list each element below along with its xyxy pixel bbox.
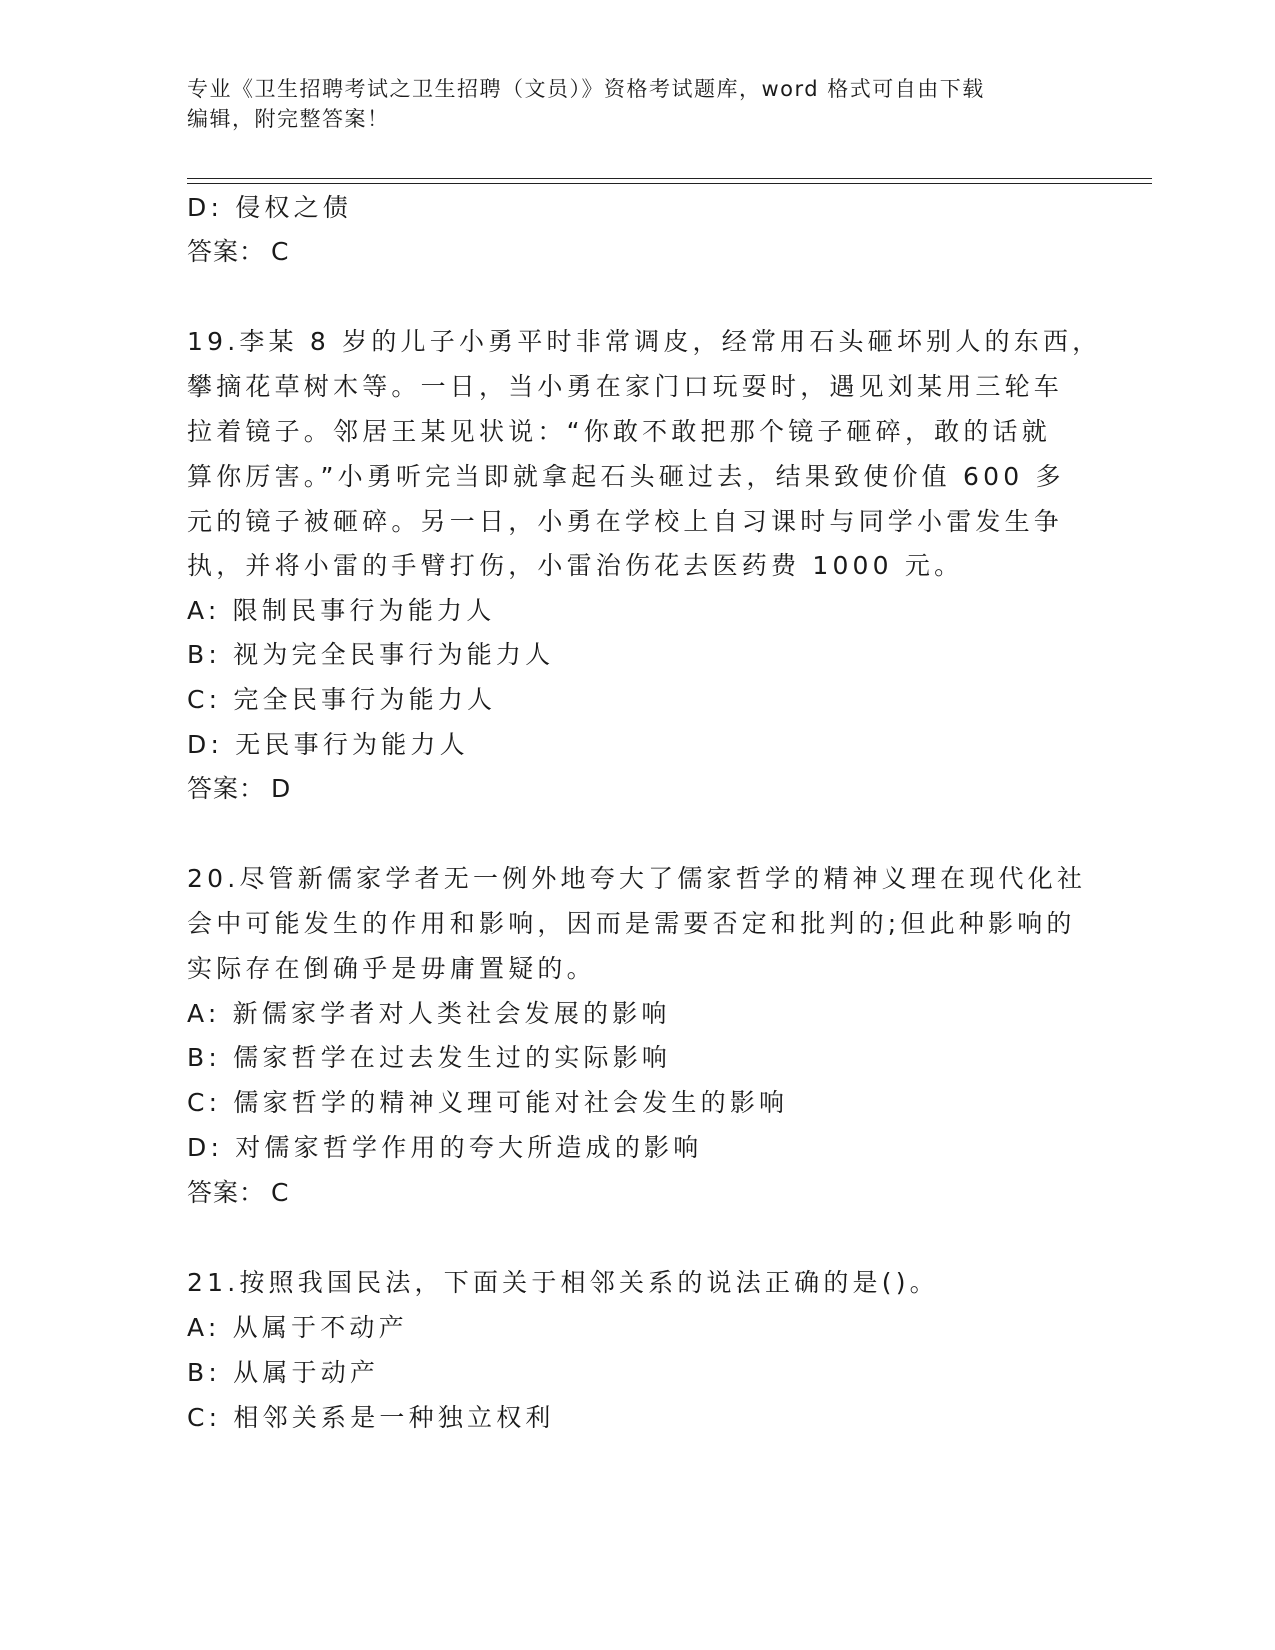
- header-line-1: 专业《卫生招聘考试之卫生招聘（文员）》资格考试题库，word 格式可自由下载: [187, 77, 985, 101]
- q18-option-d: D: 侵权之债: [187, 193, 353, 222]
- q19-answer: [187, 766, 291, 812]
- answer-label: 答案：: [187, 1178, 266, 1207]
- q21-stem-line-1: 21.按照我国民法，下面关于相邻关系的说法正确的是()。: [187, 1268, 939, 1297]
- q21-option-b: B: 从属于动产: [187, 1358, 380, 1387]
- document-header: [187, 74, 1087, 134]
- q20-stem-line-1: 20.尽管新儒家学者无一例外地夸大了儒家哲学的精神义理在现代化社: [187, 864, 1087, 893]
- q19-option-c: C: 完全民事行为能力人: [187, 685, 497, 714]
- answer-label: 答案：: [187, 774, 266, 803]
- q19-option-a: A: 限制民事行为能力人: [187, 596, 496, 625]
- q20-option-d: D: 对儒家哲学作用的夸大所造成的影响: [187, 1133, 703, 1162]
- q20-option-c: C: 儒家哲学的精神义理可能对社会发生的影响: [187, 1088, 789, 1117]
- q19-option-d: D: 无民事行为能力人: [187, 730, 469, 759]
- q20-option-a: A: 新儒家学者对人类社会发展的影响: [187, 999, 671, 1028]
- q19-stem-line-4: 算你厉害。”小勇听完当即就拿起石头砸过去，结果致使价值 600 多: [187, 462, 1065, 491]
- header-line-2: 编辑，附完整答案！: [187, 107, 390, 131]
- q20-option-b: B: 儒家哲学在过去发生过的实际影响: [187, 1043, 672, 1072]
- answer-label: 答案：: [187, 237, 266, 266]
- q20-stem-line-3: 实际存在倒确乎是毋庸置疑的。: [187, 954, 596, 983]
- q21-option-c: C: 相邻关系是一种独立权利: [187, 1403, 555, 1432]
- q18-answer: [187, 229, 289, 275]
- q21-option-a: A: 从属于不动产: [187, 1313, 408, 1342]
- q20-answer: [187, 1170, 289, 1216]
- q19-stem-line-3: 拉着镜子。邻居王某见状说：“你敢不敢把那个镜子砸碎，敢的话就: [187, 417, 1051, 446]
- answer-value: C: [271, 237, 290, 266]
- q20-stem-line-2: 会中可能发生的作用和影响，因而是需要否定和批判的;但此种影响的: [187, 909, 1076, 938]
- answer-value: C: [271, 1178, 290, 1207]
- q19-stem-line-2: 攀摘花草树木等。一日，当小勇在家门口玩耍时，遇见刘某用三轮车: [187, 372, 1064, 401]
- header-divider-top: [187, 178, 1152, 179]
- header-divider-bottom: [187, 183, 1152, 184]
- q19-stem-line-5: 元的镜子被砸碎。另一日，小勇在学校上自习课时与同学小雷发生争: [187, 507, 1064, 536]
- q19-option-b: B: 视为完全民事行为能力人: [187, 640, 555, 669]
- answer-value: D: [271, 774, 292, 803]
- q19-stem-line-1: 19.李某 8 岁的儿子小勇平时非常调皮，经常用石头砸坏别人的东西，: [187, 327, 1102, 356]
- q19-stem-line-6: 执，并将小雷的手臂打伤，小雷治伤花去医药费 1000 元。: [187, 551, 964, 580]
